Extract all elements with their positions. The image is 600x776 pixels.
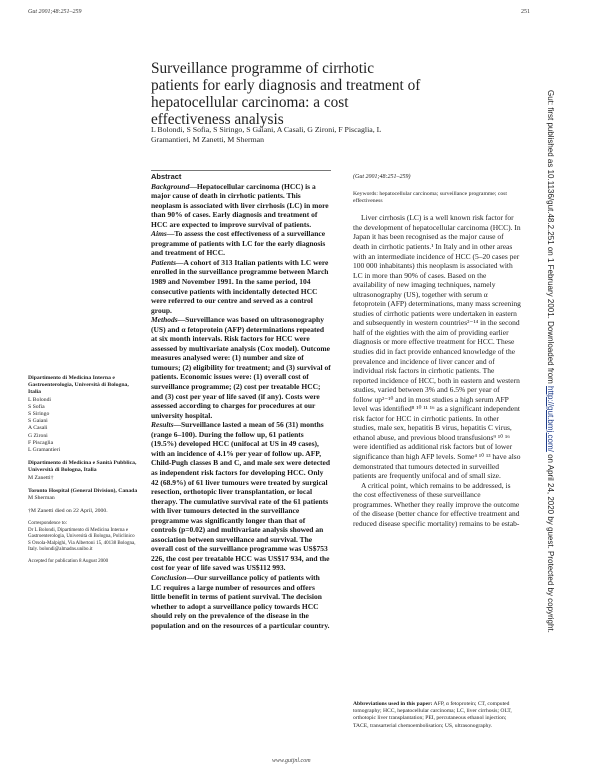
- affiliation-2-member: M Zanetti†: [28, 474, 54, 481]
- affiliations-sidebar: [28, 375, 138, 566]
- accepted-date: Accepted for publication 8 August 2000: [28, 559, 109, 565]
- affiliation-1-member: F Piscaglia: [28, 439, 54, 446]
- abstract-column: [151, 172, 331, 630]
- abstract-aims: [151, 229, 331, 258]
- abbreviations-text: AFP, α fetoprotein; CT, computed tomography; HCC, hepatocellular carcinoma; LC, liver cirrhosis; OLT, orthotopic liver transplantation; PEI, percutaneous ethanol injection; TACE, transarterial chemoembolisation; US, ultrasonography.: [353, 701, 512, 729]
- author-list: L Bolondi, S Sofia, S Siringo, S Gaiani, A Casali, G Zironi, F Piscaglia, L Gramantieri, M Zanetti, M Sherman: [151, 125, 382, 144]
- affiliation-1-member: A Casali: [28, 425, 48, 432]
- abstract-patients: [151, 258, 331, 315]
- affiliation-1-member: L Bolondi: [28, 396, 52, 403]
- affiliation-1-member: L Gramantieri: [28, 447, 61, 454]
- abstract-methods: [151, 315, 331, 420]
- article-title: Surveillance programme of cirrhotic patients for early diagnosis and treatment of hepatocellular carcinoma: a cost effectiveness analysis: [151, 60, 421, 128]
- aims-label: Aims: [151, 229, 167, 239]
- aims-text: —To assess the cost effectiveness of a surveillance programme of patients with LC for the early diagnosis and treatment of HCC.: [151, 229, 326, 258]
- patients-text: —A cohort of 313 Italian patients with LC were enrolled in the surveillance programme between March 1989 and November 1991. In the same period, 104 consecutive patients with incidentally detected HCC were referred to our centre and served as a control group.: [151, 257, 329, 315]
- affiliation-1-member: G Zironi: [28, 432, 48, 439]
- affiliation-3-member: M Sherman: [28, 495, 55, 502]
- background-text: —Hepatocellular carcinoma (HCC) is a major cause of death in cirrhotic patients. This neoplasm is associated with liver cirrhosis (LC) in more than 90% of cases. Early diagnosis and treatment of HCC are expected to improve survival of patients.: [151, 181, 329, 229]
- page-number: 251: [521, 9, 530, 15]
- deceased-note: †M Zanetti died on 22 April, 2000.: [28, 508, 108, 515]
- abbreviations-note: [353, 701, 521, 730]
- affiliation-2-name: Dipartimento di Medicina e Sanità Pubblica, Università di Bologna, Italia: [28, 460, 137, 474]
- background-label: Background: [151, 181, 190, 191]
- intro-body: [353, 213, 521, 528]
- watermark-prefix: Gut: first published as 10.1136/gut.48.2.251 on 1 February 2001. Downloaded from: [546, 90, 555, 387]
- footer-url[interactable]: www.gutjnl.com: [272, 758, 311, 764]
- correspondence-label: Correspondence to:: [28, 521, 68, 527]
- methods-label: Methods: [151, 315, 178, 325]
- abbreviations-label: Abbreviations used in this paper:: [353, 701, 433, 707]
- abstract-conclusion: [151, 573, 331, 630]
- affiliation-1-name: Dipartimento di Medicina Interna e Gastroenterologia, Università di Bologna, Italia: [28, 375, 129, 396]
- methods-text: —Surveillance was based on ultrasonography (US) and α fetoprotein (AFP) determinations repeated at six month intervals. Risk factors for HCC were assessed by multivariate analysis (Cox model). Outcome measures analysed were: (1) number and size of tumours; (2) eligibility for treatment; and (3) survival of patients. Economic issues were: (1) overall cost of surveillance programme; (2) cost per treatable HCC; and (3) cost per year of life saved (if any). Costs were assessed according to charges for procedures at our university hospital.: [151, 315, 331, 420]
- abstract-heading: Abstract: [151, 172, 182, 181]
- affiliation-3-name: Toronto Hospital (General Division), Canada: [28, 487, 138, 494]
- conclusion-label: Conclusion: [151, 572, 187, 582]
- patients-label: Patients: [151, 257, 177, 267]
- watermark-suffix: on April 24, 2020 by guest. Protected by copyright.: [546, 451, 555, 633]
- abstract-background: [151, 182, 331, 230]
- abstract-results: [151, 420, 331, 573]
- results-text: —Surveillance lasted a mean of 56 (31) months (range 6–100). During the follow up, 61 patients (19.5%) developed HCC (unifocal at US in 49 cases), with an incidence of 4.1% per year of follow up. AFP, Child-Pugh classes B and C, and male sex were detected as independent risk factors for developing HCC. Only 42 (68.9%) of 61 liver tumours were treated by surgical resection, orthotopic liver transplantation, or local therapy. The cumulative survival rate of the 61 patients with liver tumours detected in the surveillance programme was significantly longer than that of controls (p=0.02) and multivariate analysis showed an association between surveillance and survival. The overall cost of the surveillance programme was US$753 226, the cost per treatable HCC was US$17 934, and the cost for year of life saved was US$112 993.: [151, 420, 331, 573]
- keywords: Keywords: hepatocellular carcinoma; surveillance programme; cost effectiveness: [353, 190, 507, 204]
- intro-paragraph-1: Liver cirrhosis (LC) is a well known risk factor for the development of hepatocellular carcinoma (HCC). In Japan it has been recognised as the major cause of death in cirrhotic patients.¹ In Italy and in other areas with an intermediate incidence of HCC (5–20 cases per 100 000 inhabitants) this neoplasm is associated with LC in more than 90% of cases. Based on the availability of new imaging techniques, namely ultrasonography (US), together with serum α fetoprotein (AFP) determinations, many mass screening studies of cirrhotic patients were undertaken in eastern and subsequently in western countries²⁻¹⁴ in the second half of the eighties with the aim of providing earlier diagnosis or more effective treatment for HCC. These studies did in fact provide enhanced knowledge of the prevalence and incidence of liver cancer and of individual risk factors in cirrhotic patients. The reported incidence of HCC, both in eastern and western studies, varied between 3% and 6.5% per year of follow up²⁻¹⁰ and in most studies a high serum AFP level was identified⁸ ¹⁰ ¹¹ ¹⁶ as a significant independent risk factor for HCC in cirrhotic patients. In other studies, male sex, hepatitis B virus, hepatitis C virus, ethanol abuse, and previous blood transfusions⁹ ¹⁰ ¹⁶ were identified as additional risk factors but of lower significance than high AFP levels. Some⁴ ¹⁰ ¹³ have also demonstrated that tumours detected in surveilled patients are frequently unifocal and of small size.: [353, 213, 521, 481]
- right-column: [353, 172, 521, 528]
- affiliation-1-member: S Sofia: [28, 403, 45, 410]
- conclusion-text: —Our surveillance policy of patients with LC requires a large number of resources and offers little benefit in terms of patient survival. The decision whether to adopt a surveillance policy towards HCC should rely on the prevalence of the disease in the population and on the resources of a particular country.: [151, 572, 330, 630]
- correspondence-address: Dr L Bolondi, Dipartimento di Medicina Interna e Gastroenterologia, Università di Bologna, Policlinico S Orsola-Malpighi, Via Albertoni 15, 40138 Bologna, Italy. bolondi@almadns.unibo.it: [28, 527, 136, 553]
- journal-link[interactable]: http://gut.bmj.com/: [546, 386, 555, 452]
- abstract-top-rule: [151, 170, 331, 171]
- affiliation-1-member: S Siringo: [28, 411, 50, 418]
- download-watermark: [546, 90, 555, 710]
- abstract-citation: (Gut 2001;48:251–259): [353, 174, 411, 180]
- results-label: Results: [151, 420, 174, 430]
- journal-reference: Gut 2001;48:251–259: [28, 9, 82, 15]
- affiliation-1-member: S Gaiani: [28, 418, 48, 425]
- intro-paragraph-2: A critical point, which remains to be addressed, is the cost effectiveness of these surveillance programmes. Whether they really improve the outcome of the disease (better chance for effective treatment and reduced disease specific mortality) remains to be estab-: [353, 480, 520, 528]
